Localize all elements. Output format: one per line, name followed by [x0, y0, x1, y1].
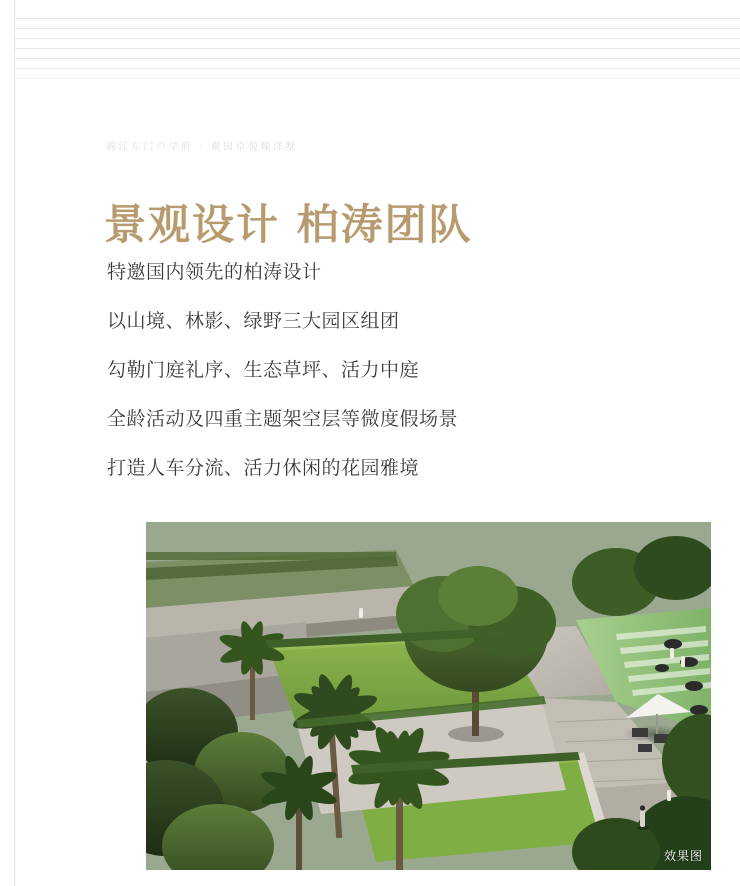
eyebrow-text: 锦江东门户学府 · 观园卓悦臻洋墅	[106, 142, 299, 153]
page-title: 景观设计 柏涛团队	[104, 200, 473, 250]
landscape-rendering-image	[146, 522, 711, 870]
feature-list	[107, 248, 667, 493]
page-left-spine-line	[14, 0, 15, 886]
rule-line-3	[14, 38, 740, 39]
rule-line-1	[14, 18, 740, 19]
rule-line-5	[14, 58, 740, 59]
decorative-top-rules	[14, 18, 740, 88]
rule-line-6	[14, 68, 740, 69]
list-item: 勾勒门庭礼序、生态草坪、活力中庭	[107, 359, 420, 381]
figure-caption: 效果图	[663, 849, 703, 863]
list-item: 打造人车分流、活力休闲的花园雅境	[107, 457, 420, 479]
list-item: 全龄活动及四重主题架空层等微度假场景	[107, 408, 459, 430]
rule-line-2	[14, 28, 740, 29]
list-item: 特邀国内领先的柏涛设计	[107, 261, 322, 283]
list-item: 以山境、林影、绿野三大园区组团	[107, 310, 400, 332]
rule-line-4	[14, 48, 740, 49]
rendering-illustration	[146, 522, 711, 870]
rule-line-7	[14, 78, 740, 79]
